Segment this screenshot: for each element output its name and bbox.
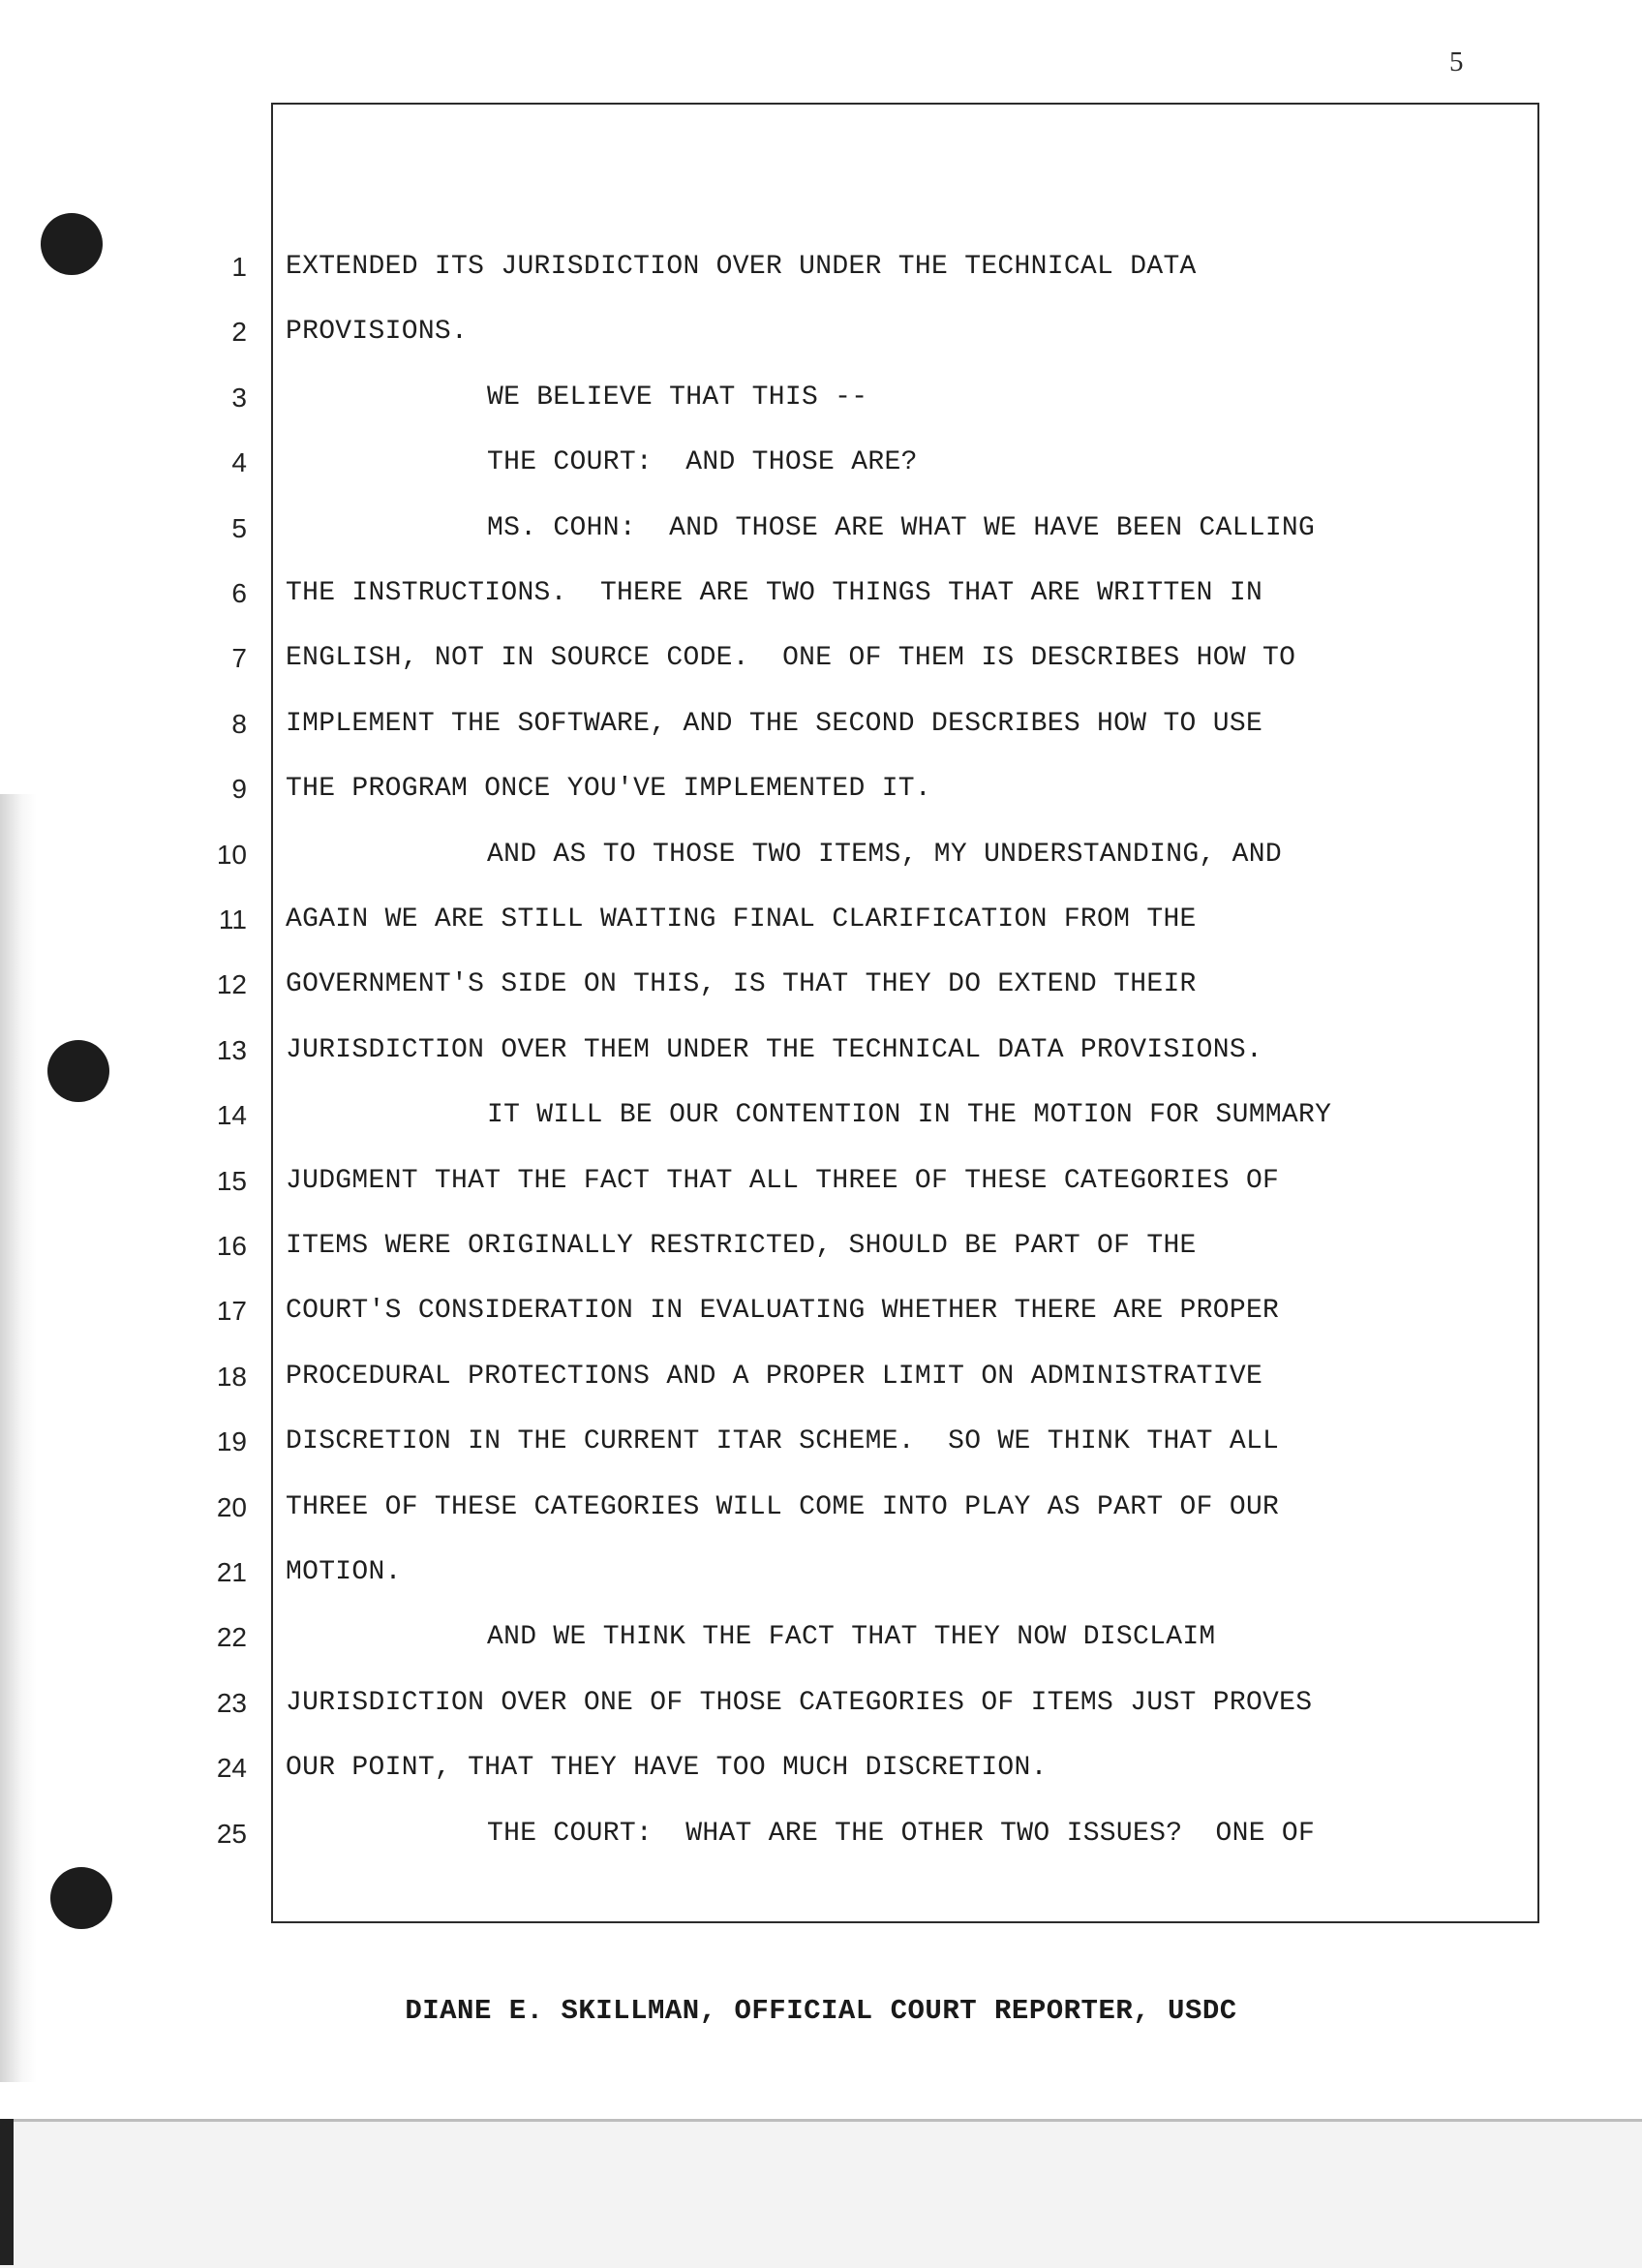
line-number: 15 [216,1166,247,1196]
transcript-line: AND AS TO THOSE TWO ITEMS, MY UNDERSTANDING, AND [487,840,1282,870]
line-number: 19 [216,1426,247,1456]
line-number: 14 [216,1100,247,1130]
line-number: 23 [216,1688,247,1718]
line-number: 8 [231,709,247,739]
transcript-line: MS. COHN: AND THOSE ARE WHAT WE HAVE BEEN CALLING [487,513,1316,543]
line-number: 3 [231,383,247,413]
transcript-line: JURISDICTION OVER ONE OF THOSE CATEGORIES OF ITEMS JUST PROVES [286,1688,1313,1718]
transcript-line: WE BELIEVE THAT THIS -- [487,383,868,413]
line-number: 4 [231,447,247,477]
line-number: 20 [216,1492,247,1522]
line-number: 13 [216,1035,247,1065]
line-number: 1 [231,252,247,282]
transcript-line: COURT'S CONSIDERATION IN EVALUATING WHETHER THERE ARE PROPER [286,1296,1280,1326]
transcript-line: EXTENDED ITS JURISDICTION OVER UNDER THE TECHNICAL DATA [286,252,1197,282]
punch-hole-bottom [50,1867,112,1929]
transcript-line: MOTION. [286,1557,402,1587]
line-number: 10 [216,840,247,870]
line-number: 24 [216,1753,247,1783]
transcript-line: AGAIN WE ARE STILL WAITING FINAL CLARIFICATION FROM THE [286,904,1197,935]
transcript-line: THE PROGRAM ONCE YOU'VE IMPLEMENTED IT. [286,774,932,804]
line-number: 18 [216,1362,247,1392]
punch-hole-middle [47,1040,109,1102]
transcript-line: THE COURT: WHAT ARE THE OTHER TWO ISSUES? ONE OF [487,1819,1316,1849]
line-number: 6 [231,578,247,608]
line-number: 17 [216,1296,247,1326]
scanner-bottom-edge [0,2119,14,2265]
transcript-line: THE COURT: AND THOSE ARE? [487,447,918,477]
line-number: 7 [231,643,247,673]
transcript-line: JURISDICTION OVER THEM UNDER THE TECHNICAL DATA PROVISIONS. [286,1035,1263,1065]
transcript-line: PROVISIONS. [286,317,469,347]
line-number: 22 [216,1622,247,1652]
transcript-line: AND WE THINK THE FACT THAT THEY NOW DISCLAIM [487,1622,1216,1652]
transcript-line: IT WILL BE OUR CONTENTION IN THE MOTION FOR SUMMARY [487,1100,1332,1130]
transcript-line: OUR POINT, THAT THEY HAVE TOO MUCH DISCRETION. [286,1753,1048,1783]
transcript-line: IMPLEMENT THE SOFTWARE, AND THE SECOND DESCRIBES HOW TO USE [286,709,1263,739]
transcript-line: DISCRETION IN THE CURRENT ITAR SCHEME. SO WE THINK THAT ALL [286,1426,1280,1456]
line-number: 16 [216,1231,247,1261]
transcript-line: GOVERNMENT'S SIDE ON THIS, IS THAT THEY DO EXTEND THEIR [286,969,1197,999]
footer-court-reporter: DIANE E. SKILLMAN, OFFICIAL COURT REPORTER, USDC [405,1995,1237,2027]
transcript-line: JUDGMENT THAT THE FACT THAT ALL THREE OF THESE CATEGORIES OF [286,1166,1280,1196]
transcript-line: PROCEDURAL PROTECTIONS AND A PROPER LIMIT ON ADMINISTRATIVE [286,1362,1263,1392]
line-number: 2 [231,317,247,347]
transcript-line: ITEMS WERE ORIGINALLY RESTRICTED, SHOULD BE PART OF THE [286,1231,1197,1261]
transcript-line: THREE OF THESE CATEGORIES WILL COME INTO PLAY AS PART OF OUR [286,1492,1280,1522]
line-number: 9 [231,774,247,804]
line-number: 5 [231,513,247,543]
line-number: 12 [216,969,247,999]
scan-edge-shadow [0,794,37,2082]
line-number: 25 [216,1819,247,1849]
transcript-line: THE INSTRUCTIONS. THERE ARE TWO THINGS THAT ARE WRITTEN IN [286,578,1263,608]
line-number: 21 [216,1557,247,1587]
page-number: 5 [1449,46,1464,77]
scanner-bottom-band [0,2119,1642,2268]
line-number: 11 [218,904,247,935]
transcript-line: ENGLISH, NOT IN SOURCE CODE. ONE OF THEM IS DESCRIBES HOW TO [286,643,1296,673]
punch-hole-top [41,213,103,275]
